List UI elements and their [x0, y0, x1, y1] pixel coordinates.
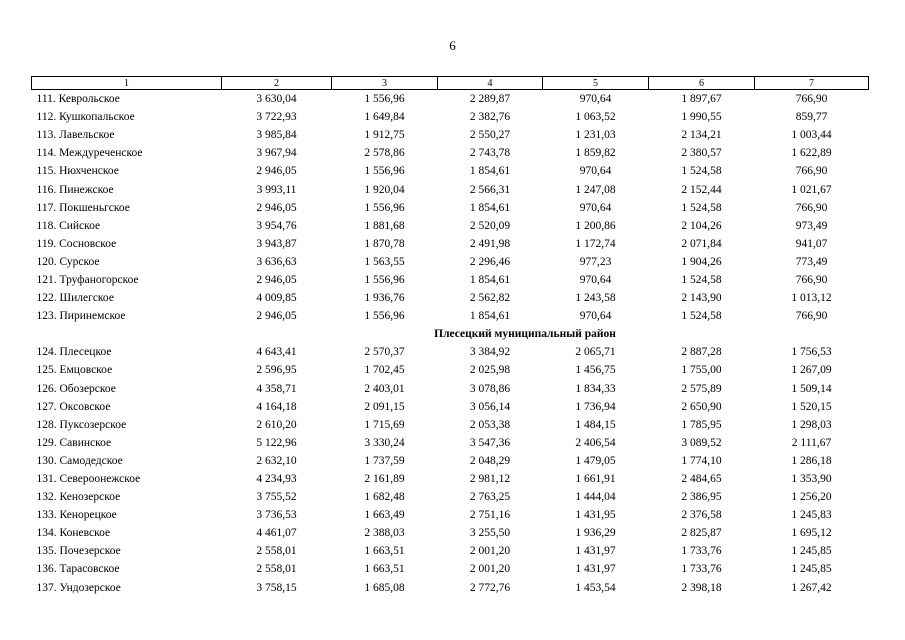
value-cell: 1 444,04 — [575, 491, 616, 504]
value-cell: 2 578,86 — [364, 147, 405, 160]
value-cell: 3 330,24 — [364, 436, 405, 449]
settlement-name: 135. Почезерское — [36, 545, 121, 558]
table-row — [32, 289, 869, 307]
value-cell: 1 556,96 — [364, 273, 405, 286]
value-cell: 4 164,18 — [256, 400, 297, 413]
table-row — [32, 398, 869, 416]
header-row — [32, 77, 869, 90]
value-cell: 2 296,46 — [469, 255, 511, 268]
table-row — [32, 579, 869, 597]
settlement-name: 115. Нюхченское — [36, 165, 119, 178]
value-cell: 1 737,59 — [364, 454, 405, 467]
value-cell: 1 013,12 — [791, 292, 832, 305]
value-cell: 859,77 — [795, 111, 828, 124]
value-cell: 2 946,05 — [256, 273, 297, 286]
value-cell: 1 431,97 — [575, 545, 616, 558]
value-cell: 3 736,53 — [256, 509, 297, 522]
value-cell: 1 755,00 — [681, 364, 722, 377]
value-cell: 2 053,38 — [469, 418, 511, 431]
value-cell: 2 025,98 — [469, 364, 511, 377]
column-header: 7 — [755, 77, 869, 90]
value-cell: 2 751,16 — [469, 509, 511, 522]
section-header-body — [32, 325, 869, 343]
value-cell: 766,90 — [795, 310, 828, 323]
value-cell: 1 524,58 — [681, 201, 722, 214]
section-title: Плесецкий муниципальный район — [434, 328, 616, 341]
value-cell: 1 063,52 — [575, 111, 616, 124]
value-cell: 2 610,20 — [256, 418, 297, 431]
value-cell: 1 663,51 — [364, 545, 405, 558]
value-cell: 1 702,45 — [364, 364, 405, 377]
value-cell: 1 685,08 — [364, 581, 405, 594]
value-cell: 766,90 — [795, 273, 828, 286]
column-header: 4 — [438, 77, 543, 90]
settlement-name: 117. Покшеньгское — [36, 201, 130, 214]
value-cell: 1 854,61 — [469, 310, 511, 323]
value-cell: 2 946,05 — [256, 201, 297, 214]
table-row — [32, 524, 869, 542]
value-cell: 3 943,87 — [256, 237, 297, 250]
value-cell: 2 111,67 — [791, 436, 832, 449]
value-cell: 1 920,04 — [364, 183, 405, 196]
value-cell: 1 663,51 — [364, 563, 405, 576]
settlement-name: 118. Сийское — [36, 219, 101, 232]
value-cell: 2 632,10 — [256, 454, 297, 467]
value-cell: 2 566,31 — [469, 183, 511, 196]
value-cell: 1 267,09 — [791, 364, 832, 377]
value-cell: 2 562,82 — [469, 292, 511, 305]
value-cell: 2 484,65 — [681, 473, 722, 486]
settlement-name: 134. Коневское — [36, 527, 111, 540]
table-row — [32, 416, 869, 434]
settlement-name: 131. Североонежское — [36, 473, 141, 486]
settlement-name: 137. Ундозерское — [36, 581, 121, 594]
value-cell: 1 200,86 — [575, 219, 616, 232]
value-cell: 1 453,54 — [575, 581, 616, 594]
value-cell: 3 636,63 — [256, 255, 297, 268]
settlement-name: 132. Кенозерское — [36, 491, 121, 504]
value-cell: 2 650,90 — [681, 400, 722, 413]
value-cell: 4 009,85 — [256, 292, 297, 305]
value-cell: 1 663,49 — [364, 509, 405, 522]
settlement-name: 122. Шилегское — [36, 292, 114, 305]
table-row — [32, 217, 869, 235]
value-cell: 3 089,52 — [681, 436, 722, 449]
value-cell: 970,64 — [579, 93, 612, 106]
value-cell: 3 078,86 — [469, 382, 511, 395]
value-cell: 1 854,61 — [469, 165, 511, 178]
settlement-name: 119. Сосновское — [36, 237, 117, 250]
value-cell: 1 524,58 — [681, 273, 722, 286]
value-cell: 1 936,76 — [364, 292, 405, 305]
value-cell: 3 722,93 — [256, 111, 297, 124]
value-cell: 1 431,95 — [575, 509, 616, 522]
value-cell: 2 596,95 — [256, 364, 297, 377]
settlement-name: 124. Плесецкое — [36, 346, 112, 359]
value-cell: 2 406,54 — [575, 436, 616, 449]
value-cell: 2 825,87 — [681, 527, 722, 540]
value-cell: 1 854,61 — [469, 201, 511, 214]
value-cell: 3 384,92 — [469, 346, 511, 359]
value-cell: 1 682,48 — [364, 491, 405, 504]
column-header: 3 — [332, 77, 438, 90]
table-row — [32, 506, 869, 524]
value-cell: 3 056,14 — [469, 400, 511, 413]
value-cell: 1 785,95 — [681, 418, 722, 431]
table-row — [32, 380, 869, 398]
column-header: 6 — [649, 77, 755, 90]
value-cell: 1 172,74 — [575, 237, 616, 250]
value-cell: 2 743,78 — [469, 147, 511, 160]
table-row — [32, 180, 869, 198]
value-cell: 3 758,15 — [256, 581, 297, 594]
table-body-group1 — [32, 90, 869, 326]
value-cell: 2 065,71 — [575, 346, 616, 359]
value-cell: 1 524,58 — [681, 165, 722, 178]
value-cell: 766,90 — [795, 93, 828, 106]
value-cell: 1 256,20 — [791, 491, 832, 504]
value-cell: 1 854,61 — [469, 273, 511, 286]
table-row — [32, 434, 869, 452]
value-cell: 1 904,26 — [681, 255, 722, 268]
value-cell: 1 509,14 — [791, 382, 832, 395]
value-cell: 1 990,55 — [681, 111, 722, 124]
value-cell: 2 575,89 — [681, 382, 722, 395]
table-row — [32, 470, 869, 488]
value-cell: 1 243,58 — [575, 292, 616, 305]
value-cell: 4 643,41 — [256, 346, 297, 359]
value-cell: 2 946,05 — [256, 165, 297, 178]
value-cell: 2 071,84 — [681, 237, 722, 250]
value-cell: 3 985,84 — [256, 129, 297, 142]
table-row — [32, 307, 869, 325]
table-row — [32, 126, 869, 144]
value-cell: 1 298,03 — [791, 418, 832, 431]
value-cell: 1 286,18 — [791, 454, 832, 467]
value-cell: 766,90 — [795, 201, 828, 214]
value-cell: 1 715,69 — [364, 418, 405, 431]
value-cell: 4 461,07 — [256, 527, 297, 540]
value-cell: 2 161,89 — [364, 473, 405, 486]
table-body-group2 — [32, 343, 869, 596]
value-cell: 3 630,04 — [256, 93, 297, 106]
value-cell: 1 245,85 — [791, 545, 832, 558]
value-cell: 970,64 — [579, 310, 612, 323]
value-cell: 5 122,96 — [256, 436, 297, 449]
value-cell: 3 954,76 — [256, 219, 297, 232]
table-row — [32, 144, 869, 162]
settlement-name: 136. Тарасовское — [36, 563, 120, 576]
value-cell: 2 091,15 — [364, 400, 405, 413]
table-row — [32, 452, 869, 470]
settlement-name: 128. Пуксозерское — [36, 418, 127, 431]
value-cell: 1 245,83 — [791, 509, 832, 522]
value-cell: 3 993,11 — [256, 183, 297, 196]
value-cell: 1 695,12 — [791, 527, 832, 540]
value-cell: 1 231,03 — [575, 129, 616, 142]
settlement-name: 112. Кушкопальское — [36, 111, 135, 124]
table-row — [32, 199, 869, 217]
settlement-name: 127. Оксовское — [36, 400, 111, 413]
settlement-name: 129. Савинское — [36, 436, 112, 449]
value-cell: 3 755,52 — [256, 491, 297, 504]
value-cell: 2 104,26 — [681, 219, 722, 232]
table-row — [32, 162, 869, 180]
value-cell: 766,90 — [795, 165, 828, 178]
value-cell: 1 003,44 — [791, 129, 832, 142]
value-cell: 973,49 — [795, 219, 828, 232]
column-header: 5 — [543, 77, 649, 90]
value-cell: 3 255,50 — [469, 527, 511, 540]
settlement-name: 111. Кеврольское — [36, 93, 120, 106]
value-cell: 2 981,12 — [469, 473, 511, 486]
table-row — [32, 235, 869, 253]
page-number: 6 — [449, 38, 456, 53]
value-cell: 1 556,96 — [364, 93, 405, 106]
value-cell: 2 001,20 — [469, 545, 511, 558]
value-cell: 1 897,67 — [681, 93, 722, 106]
value-cell: 4 358,71 — [256, 382, 297, 395]
settlement-name: 121. Труфаногорское — [36, 273, 139, 286]
value-cell: 1 520,15 — [791, 400, 832, 413]
settlement-name: 130. Самодедское — [36, 454, 123, 467]
value-cell: 3 967,94 — [256, 147, 297, 160]
settlement-name: 120. Сурское — [36, 255, 100, 268]
value-cell: 970,64 — [579, 201, 612, 214]
value-cell: 2 134,21 — [681, 129, 722, 142]
value-cell: 1 456,75 — [575, 364, 616, 377]
table-row — [32, 108, 869, 126]
value-cell: 2 143,90 — [681, 292, 722, 305]
settlement-name: 133. Кенорецкое — [36, 509, 117, 522]
value-cell: 1 245,85 — [791, 563, 832, 576]
value-cell: 2 550,27 — [469, 129, 511, 142]
table-row — [32, 271, 869, 289]
settlement-name: 126. Обозерское — [36, 382, 116, 395]
value-cell: 2 570,37 — [364, 346, 405, 359]
column-header: 1 — [32, 77, 222, 90]
value-cell: 1 661,91 — [575, 473, 616, 486]
table-row — [32, 343, 869, 361]
value-cell: 1 556,96 — [364, 165, 405, 178]
value-cell: 773,49 — [795, 255, 828, 268]
table-row — [32, 542, 869, 560]
table-row — [32, 90, 869, 109]
value-cell: 2 398,18 — [681, 581, 722, 594]
value-cell: 2 763,25 — [469, 491, 511, 504]
value-cell: 1 733,76 — [681, 563, 722, 576]
value-cell: 977,23 — [579, 255, 612, 268]
tariff-table — [31, 76, 869, 597]
value-cell: 1 353,90 — [791, 473, 832, 486]
value-cell: 2 491,98 — [469, 237, 511, 250]
value-cell: 4 234,93 — [256, 473, 297, 486]
settlement-name: 113. Лавельское — [36, 129, 115, 142]
column-header: 2 — [222, 77, 332, 90]
value-cell: 1 479,05 — [575, 454, 616, 467]
value-cell: 3 547,36 — [469, 436, 511, 449]
value-cell: 2 520,09 — [469, 219, 511, 232]
table-row — [32, 488, 869, 506]
table-row — [32, 560, 869, 578]
value-cell: 1 267,42 — [791, 581, 832, 594]
value-cell: 1 563,55 — [364, 255, 405, 268]
value-cell: 2 289,87 — [469, 93, 511, 106]
value-cell: 2 388,03 — [364, 527, 405, 540]
value-cell: 2 382,76 — [469, 111, 511, 124]
value-cell: 1 733,76 — [681, 545, 722, 558]
value-cell: 1 484,15 — [575, 418, 616, 431]
value-cell: 1 524,58 — [681, 310, 722, 323]
value-cell: 970,64 — [579, 273, 612, 286]
value-cell: 2 946,05 — [256, 310, 297, 323]
value-cell: 1 622,89 — [791, 147, 832, 160]
value-cell: 2 403,01 — [364, 382, 405, 395]
value-cell: 2 386,95 — [681, 491, 722, 504]
value-cell: 1 247,08 — [575, 183, 616, 196]
table-row — [32, 253, 869, 271]
value-cell: 2 558,01 — [256, 545, 297, 558]
value-cell: 1 859,82 — [575, 147, 616, 160]
value-cell: 1 021,67 — [791, 183, 832, 196]
table-row — [32, 361, 869, 379]
section-row — [32, 325, 869, 343]
value-cell: 1 736,94 — [575, 400, 616, 413]
value-cell: 1 649,84 — [364, 111, 405, 124]
value-cell: 2 376,58 — [681, 509, 722, 522]
value-cell: 941,07 — [795, 237, 828, 250]
value-cell: 2 887,28 — [681, 346, 722, 359]
value-cell: 2 772,76 — [469, 581, 511, 594]
value-cell: 970,64 — [579, 165, 612, 178]
value-cell: 2 001,20 — [469, 563, 511, 576]
value-cell: 1 881,68 — [364, 219, 405, 232]
value-cell: 1 556,96 — [364, 201, 405, 214]
value-cell: 1 912,75 — [364, 129, 405, 142]
value-cell: 1 431,97 — [575, 563, 616, 576]
value-cell: 1 756,53 — [791, 346, 832, 359]
settlement-name: 123. Пиринемское — [36, 310, 126, 323]
value-cell: 1 936,29 — [575, 527, 616, 540]
settlement-name: 125. Емцовское — [36, 364, 113, 377]
value-cell: 1 870,78 — [364, 237, 405, 250]
value-cell: 2 558,01 — [256, 563, 297, 576]
value-cell: 2 152,44 — [681, 183, 722, 196]
value-cell: 2 048,29 — [469, 454, 511, 467]
settlement-name: 114. Междуреченское — [36, 147, 143, 160]
value-cell: 2 380,57 — [681, 147, 722, 160]
value-cell: 1 834,33 — [575, 382, 616, 395]
value-cell: 1 556,96 — [364, 310, 405, 323]
settlement-name: 116. Пинежское — [36, 183, 114, 196]
value-cell: 1 774,10 — [681, 454, 722, 467]
